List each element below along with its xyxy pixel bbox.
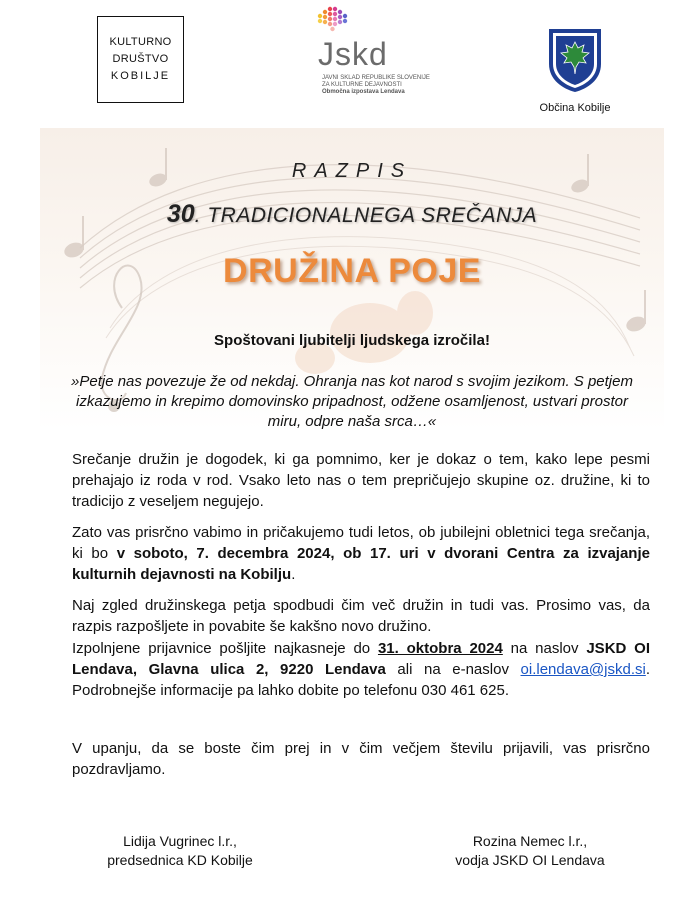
jskd-wordmark: Jskd xyxy=(318,36,388,72)
paragraph-2 xyxy=(72,522,650,585)
kd-logo-line1: KULTURNO xyxy=(109,36,172,48)
paragraph-1: Srečanje družin je dogodek, ki ga pomnimo, ker je dokaz o tem, kako lepe pesmi prehajajo iz roda v rod. Vsako leto nas o tem prepričujejo skupine oz. družine, ki to tradicijo z veseljem negujejo. xyxy=(72,451,650,510)
jskd-logo xyxy=(312,6,442,116)
paragraph-4-text-a: Izpolnjene prijavnice pošljite najkasneje do xyxy=(72,640,378,657)
postal-address: JSKD OI Lendava, Glavna ulica 2, 9220 Lendava xyxy=(72,640,651,678)
jskd-sub-line3: Območna izpostava Lendava xyxy=(322,89,405,95)
event-date-venue: v soboto, 7. decembra 2024, ob 17. uri v dvorani Centra za izvajanje kulturnih dejavnosti na Kobilju xyxy=(72,545,650,583)
jskd-subtitle xyxy=(322,75,430,96)
obcina-label: Občina Kobilje xyxy=(539,102,611,114)
paragraph-4-text-d: . Podrobnejše informacije pa lahko dobite po telefonu 030 461 625. xyxy=(72,661,650,699)
jskd-sub-line2: ZA KULTURNE DEJAVNOSTI xyxy=(322,82,402,88)
subtitle-text: . TRADICIONALNEGA SREČANJA xyxy=(194,204,538,227)
signature-right xyxy=(430,832,630,870)
edition-number: 30 xyxy=(166,200,195,228)
paragraph-4-text-b: na naslov xyxy=(502,640,587,657)
signature-left-name: Lidija Vugrinec l.r., xyxy=(123,833,237,849)
signature-left-role: predsednica KD Kobilje xyxy=(107,852,253,868)
event-subtitle xyxy=(40,200,664,229)
quote: »Petje nas povezuje že od nekdaj. Ohranja nas kot narod s svojim jezikom. S petjem izkazujemo in krepimo domovinsko pripadnost, odžene osamljenost, ustvari prostor miru, odpre naša srca…« xyxy=(71,373,633,430)
razpis-heading: RAZPIS xyxy=(291,160,413,182)
deadline-date: 31. oktobra 2024 xyxy=(377,640,503,657)
signature-right-name: Rozina Nemec l.r., xyxy=(472,833,588,849)
kd-logo-line2: DRUŠTVO xyxy=(112,53,169,65)
signature-left xyxy=(80,832,280,870)
paragraph-2-end: . xyxy=(291,566,296,583)
kd-kobilje-logo xyxy=(97,16,184,103)
kobilje-crest-icon xyxy=(545,26,605,94)
greeting: Spoštovani ljubitelji ljudskega izročila! xyxy=(214,332,490,349)
kd-logo-line3: KOBILJE xyxy=(110,70,171,82)
jskd-dots-icon xyxy=(314,6,354,40)
jskd-sub-line1: JAVNI SKLAD REPUBLIKE SLOVENIJE xyxy=(322,75,430,81)
event-title: DRUŽINA POJE xyxy=(223,252,481,290)
paragraph-3: Naj zgled družinskega petja spodbudi čim več družin in tudi vas. Prosimo vas, da razpis razpošljete in povabite še kakšno novo družino. xyxy=(72,597,650,635)
paragraph-4 xyxy=(72,638,650,701)
paragraph-2-text: Zato vas prisrčno vabimo in pričakujemo tudi letos, ob jubilejni obletnici tega srečanja, ki bo xyxy=(72,524,650,562)
email-link[interactable]: oi.lendava@jskd.si xyxy=(520,661,646,678)
paragraph-5: V upanju, da se boste čim prej in v čim večjem številu prijavili, vas prisrčno pozdravljamo. xyxy=(72,740,650,778)
paragraph-4-text-c: ali na e-naslov xyxy=(385,661,521,678)
signature-right-role: vodja JSKD OI Lendava xyxy=(455,852,605,868)
